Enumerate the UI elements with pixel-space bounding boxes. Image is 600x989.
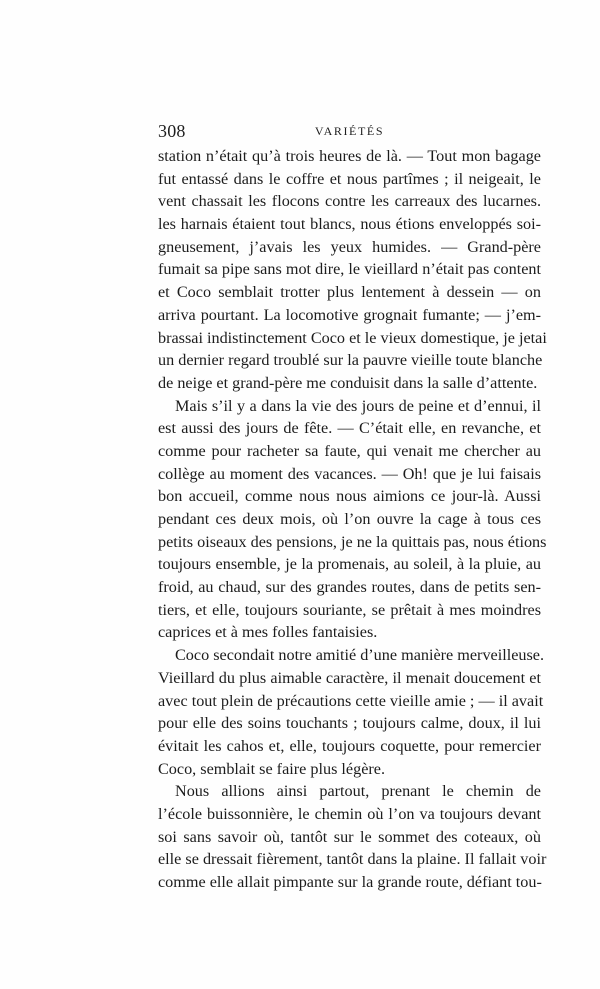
- text-line: brassai indistinctement Coco et le vieux domestique, je jetai: [158, 328, 547, 347]
- page-number: 308: [158, 121, 186, 141]
- text-line: est aussi des jours de fête. — C’était elle, en revanche, et: [158, 419, 541, 438]
- text-line: vent chassait les flocons contre les carreaux des lucarnes.: [158, 192, 541, 211]
- text-line: pendant ces deux mois, où l’on ouvre la cage à tous ces: [158, 510, 541, 528]
- text-line: l’école buissonnière, le chemin où l’on va toujours devant: [158, 804, 541, 823]
- text-line: Coco, semblait se faire plus légère.: [158, 759, 385, 778]
- text-line: toujours ensemble, je la promenais, au soleil, à la pluie, au: [158, 555, 541, 574]
- text-line: et Coco semblait trotter plus lentement à dessein — on: [158, 283, 541, 302]
- paragraph-3: [158, 644, 545, 780]
- body-text: [158, 145, 547, 894]
- text-line: collège au moment des vacances. — Oh! que je lui faisais: [158, 464, 541, 483]
- running-head: VARIÉTÉS: [314, 124, 385, 138]
- text-line: petits oiseaux des pensions, je ne la quittais pas, nous étions: [158, 532, 547, 551]
- text-line: station n’était qu’à trois heures de là. — Tout mon bagage: [158, 147, 541, 165]
- text-line: soi sans savoir où, tantôt sur le sommet des coteaux, où: [158, 827, 541, 846]
- text-line: fumait sa pipe sans mot dire, le vieillard n’était pas content: [158, 260, 541, 279]
- paragraph-1: [158, 145, 547, 395]
- text-line: caprices et à mes folles fantaisies.: [158, 623, 378, 642]
- text-line: de neige et grand-père me conduisit dans la salle d’attente.: [158, 373, 538, 392]
- text-line: Vieillard du plus aimable caractère, il menait doucement et: [158, 668, 541, 687]
- text-line: fut entassé dans le coffre et nous partîmes ; il neigeait, le: [158, 169, 541, 188]
- text-line: comme elle allait pimpante sur la grande route, défiant tou-: [158, 873, 542, 891]
- paragraph-2: [158, 395, 547, 645]
- text-line: Nous allions ainsi partout, prenant le chemin de: [175, 782, 541, 801]
- text-line: avec tout plein de précautions cette vieille amie ; — il avait: [158, 691, 544, 710]
- paragraph-4: [158, 780, 547, 893]
- text-line: Coco secondait notre amitié d’une manière merveilleuse.: [175, 646, 545, 665]
- text-line: arriva pourtant. La locomotive grognait fumante; — j’em-: [158, 305, 541, 324]
- text-line: comme pour racheter sa faute, qui venait me chercher au: [158, 441, 541, 460]
- text-line: évitait les cahos et, elle, toujours coquette, pour remercier: [158, 736, 541, 755]
- text-line: bon accueil, comme nous nous aimions ce jour-là. Aussi: [158, 487, 541, 506]
- text-line: un dernier regard troublé sur la pauvre vieille toute blanche: [158, 351, 543, 370]
- text-line: Mais s’il y a dans la vie des jours de peine et d’ennui, il: [175, 396, 541, 415]
- text-line: froid, au chaud, sur des grandes routes, dans de petits sen-: [158, 578, 541, 597]
- text-line: pour elle des soins touchants ; toujours calme, doux, il lui: [158, 714, 541, 733]
- text-line: tiers, et elle, toujours souriante, se prêtait à mes moindres: [158, 600, 541, 619]
- text-line: les harnais étaient tout blancs, nous étions enveloppés soi-: [158, 215, 541, 234]
- text-line: gneusement, j’avais les yeux humides. — Grand-père: [158, 237, 541, 256]
- text-line: elle se dressait fièrement, tantôt dans la plaine. Il fallait voir: [158, 850, 547, 869]
- page-header: [158, 121, 541, 143]
